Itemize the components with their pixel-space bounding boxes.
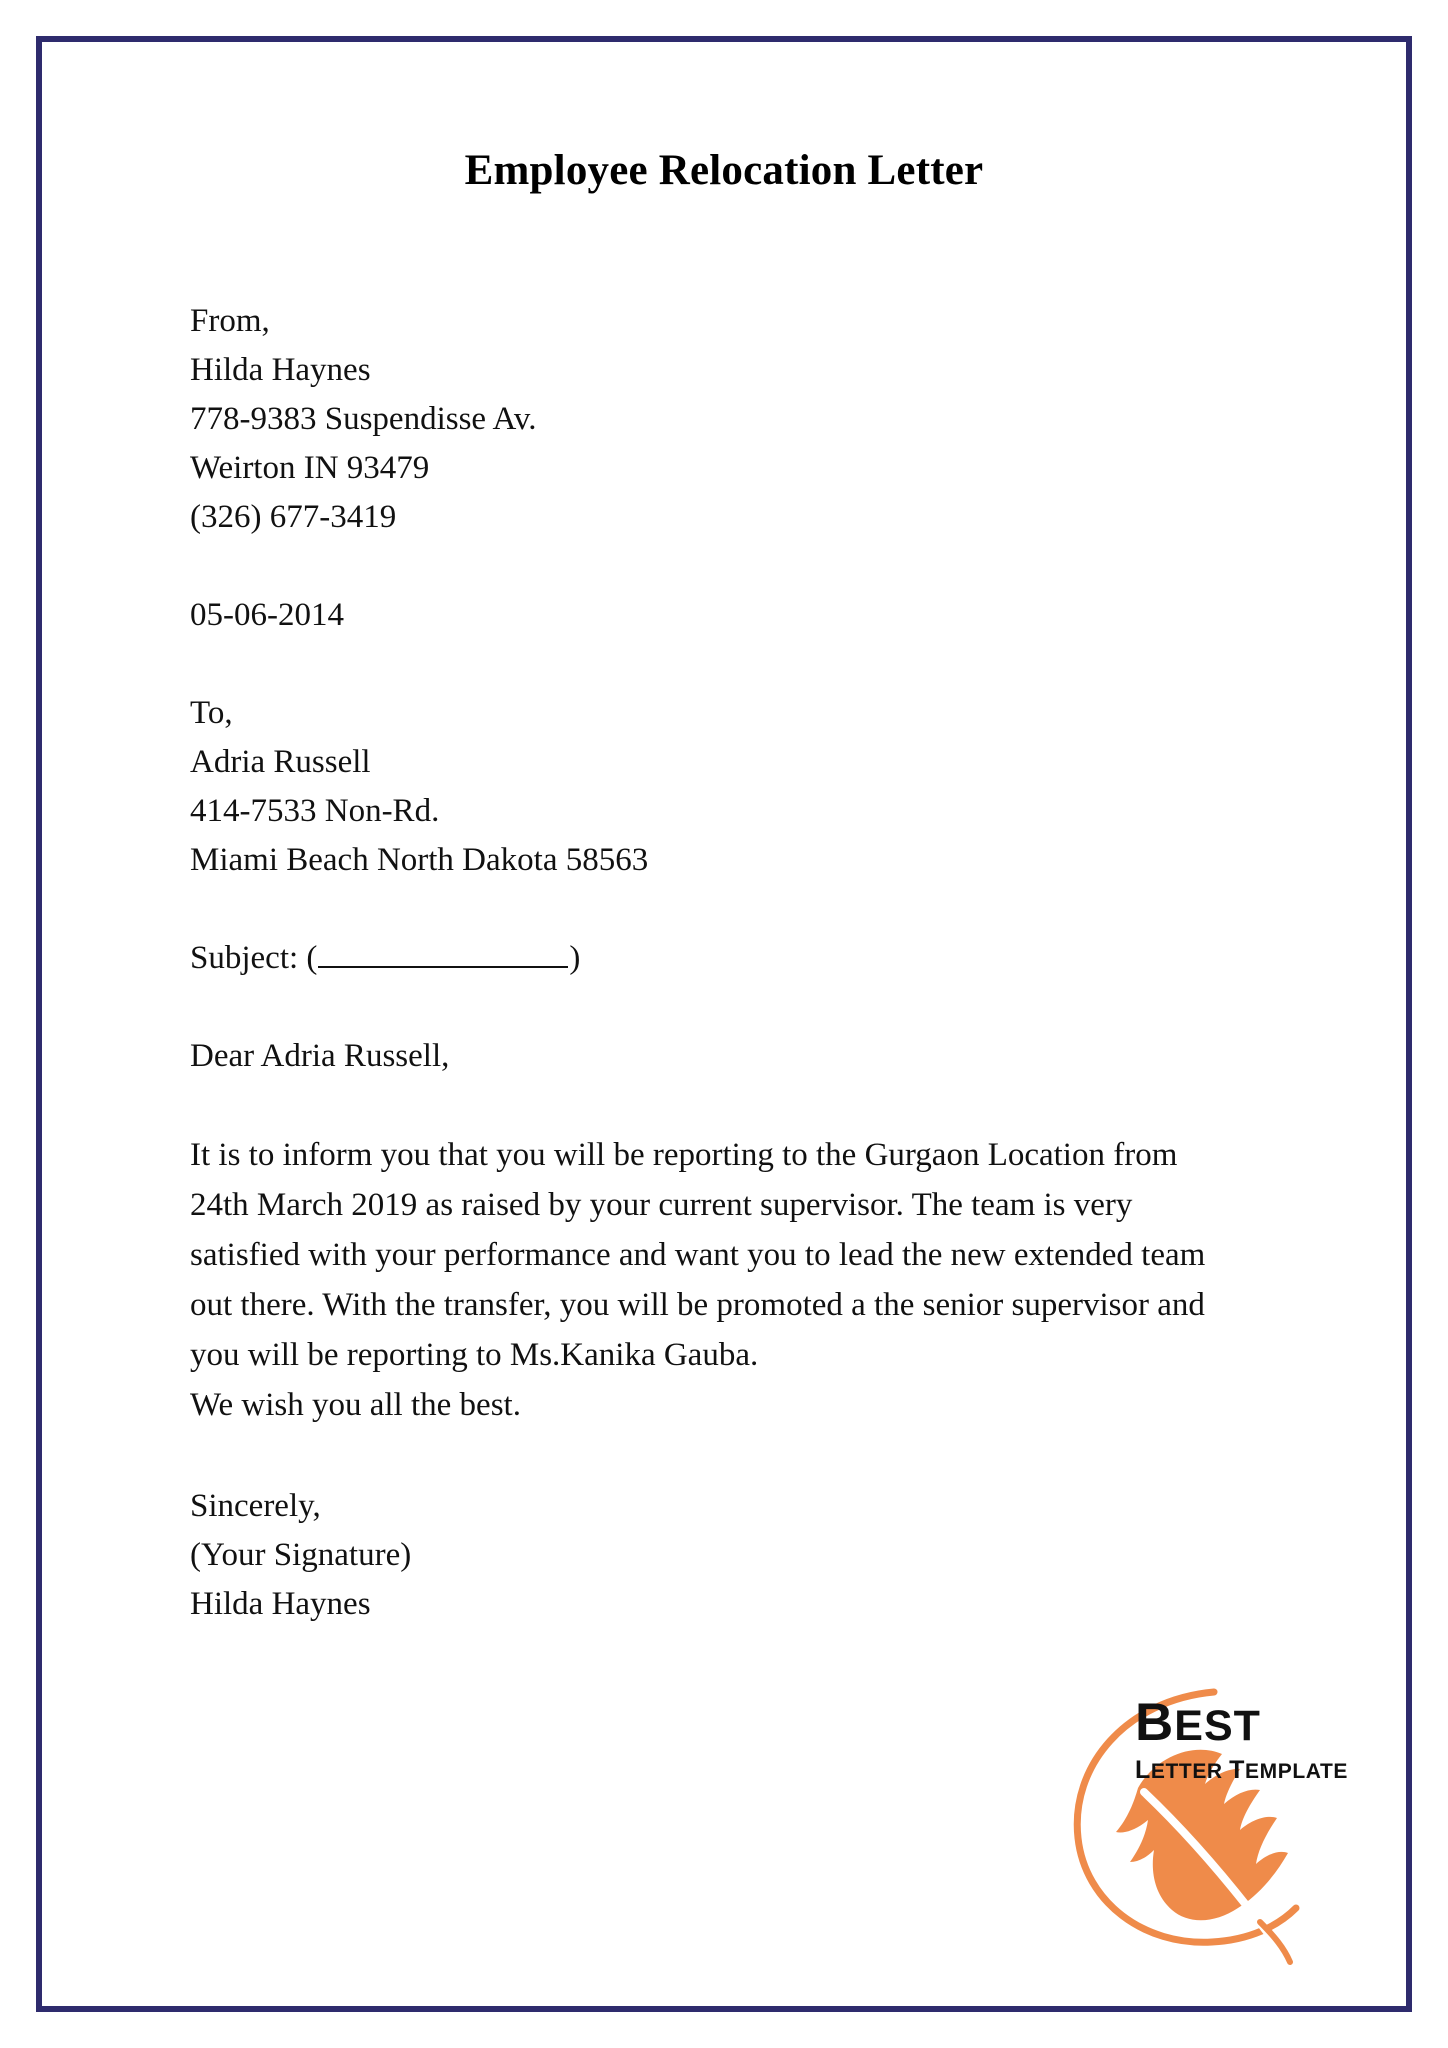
- brand-primary-rest: EST: [1174, 1702, 1261, 1750]
- letter-body-area: [36, 297, 1412, 1629]
- recipient-street: 414-7533 Non-Rd.: [190, 793, 440, 829]
- recipient-block: [190, 689, 1302, 885]
- body-closing-line: We wish you all the best.: [190, 1387, 521, 1423]
- recipient-label: To,: [190, 695, 233, 731]
- brand-name-primary: [1134, 1693, 1348, 1752]
- body-paragraph: It is to inform you that you will be reporting to the Gurgaon Location from 24th March 2019 as raised by your current supervisor. The team is very satisfied with your performance and want you to lead the new extended team out there. With the transfer, you will be promoted a the senior supervisor and you will be reporting to Ms.Kanika Gauba.: [190, 1137, 1206, 1373]
- spacer: [190, 1081, 1302, 1130]
- subject-input[interactable]: [318, 944, 568, 968]
- spacer: [190, 542, 1302, 591]
- spacer: [190, 1430, 1302, 1482]
- brand-secondary-rest-1: ETTER: [1150, 1760, 1230, 1783]
- signature-placeholder: (Your Signature): [190, 1537, 412, 1573]
- letter-content: [36, 36, 1412, 2012]
- sender-block: [190, 297, 1302, 542]
- brand-secondary-rest-2: EMPLATE: [1245, 1760, 1348, 1783]
- recipient-city-state-zip: Miami Beach North Dakota 58563: [190, 842, 649, 878]
- spacer: [190, 983, 1302, 1032]
- sender-phone: (326) 677-3419: [190, 499, 397, 535]
- closing-block: [190, 1482, 1302, 1629]
- salutation: Dear Adria Russell,: [190, 1038, 450, 1074]
- spacer: [190, 640, 1302, 689]
- sender-street: 778-9383 Suspendisse Av.: [190, 401, 537, 437]
- signer-name: Hilda Haynes: [190, 1586, 371, 1622]
- recipient-name: Adria Russell: [190, 744, 371, 780]
- subject-label: Subject: (: [190, 940, 318, 976]
- valediction: Sincerely,: [190, 1488, 321, 1524]
- sender-label: From,: [190, 303, 270, 339]
- letter-date: 05-06-2014: [190, 597, 344, 633]
- brand-name-secondary: [1135, 1758, 1348, 1783]
- spacer: [190, 885, 1302, 934]
- subject-line: [190, 934, 1302, 983]
- brand-secondary-cap-2: T: [1229, 1756, 1246, 1784]
- sender-name: Hilda Haynes: [190, 352, 371, 388]
- sender-city-state-zip: Weirton IN 93479: [190, 450, 430, 486]
- subject-close-paren: ): [569, 940, 581, 976]
- brand-primary-cap: B: [1134, 1693, 1175, 1752]
- brand-secondary-cap-1: L: [1134, 1756, 1151, 1784]
- page-title: Employee Relocation Letter: [464, 147, 984, 194]
- brand-logo: [1064, 1670, 1354, 1970]
- brand-wordmark: [1134, 1693, 1348, 1784]
